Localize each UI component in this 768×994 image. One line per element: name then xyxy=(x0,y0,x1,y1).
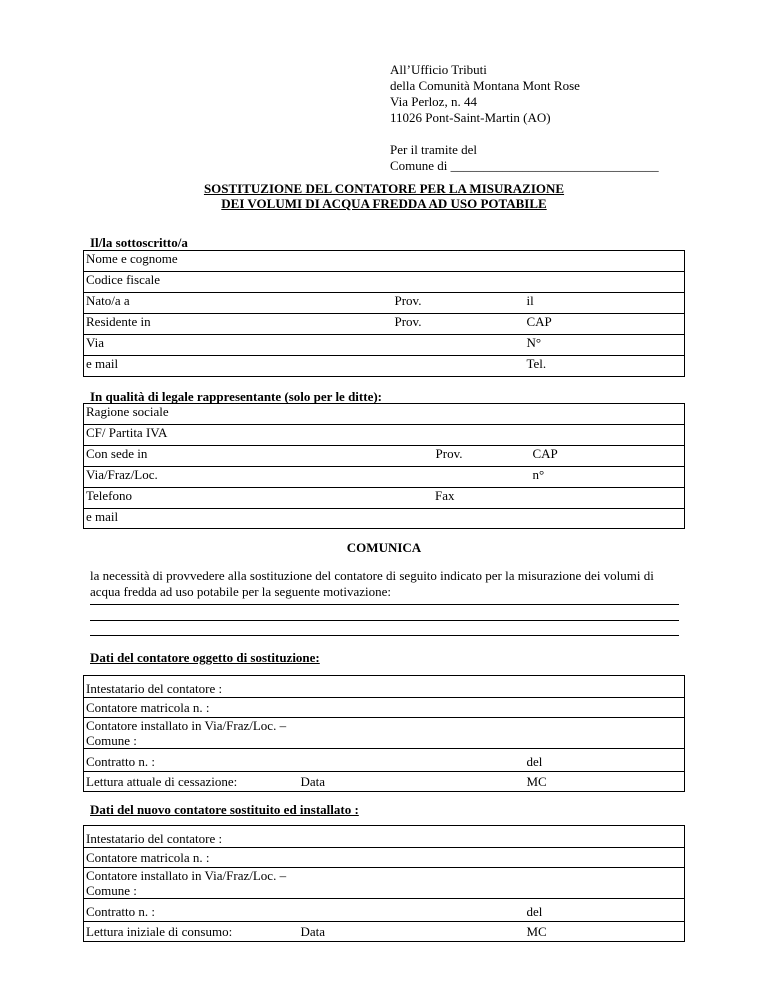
vecchio-contatore-table xyxy=(83,675,685,792)
telefono-field[interactable]: Tel. xyxy=(525,356,685,377)
recipient-line: All’Ufficio Tributi xyxy=(390,62,487,77)
mc-field[interactable]: MC xyxy=(525,922,685,942)
nome-field[interactable]: Nome e cognome xyxy=(86,251,178,266)
numero-civico-field[interactable]: N° xyxy=(525,335,685,356)
via-field[interactable]: Via xyxy=(84,335,525,356)
recipient-line: della Comunità Montana Mont Rose xyxy=(390,78,580,93)
legale-heading: In qualità di legale rappresentante (solo per le ditte): xyxy=(90,389,383,404)
motivazione-line[interactable] xyxy=(90,620,679,621)
spacer-cell xyxy=(467,488,525,509)
installazione-line-2: Comune : xyxy=(86,883,137,898)
sede-field[interactable]: Con sede in xyxy=(84,446,211,467)
vecchio-contatore-heading: Dati del contatore oggetto di sostituzione: xyxy=(90,650,320,665)
sottoscritto-heading: Il/la sottoscritto/a xyxy=(90,235,188,250)
spacer-cell xyxy=(467,446,525,467)
contratto-field[interactable]: Contratto n. : xyxy=(84,899,525,922)
codice-fiscale-field[interactable]: Codice fiscale xyxy=(84,272,685,293)
matricola-field[interactable]: Contatore matricola n. : xyxy=(84,848,685,868)
telefono-ditta-field[interactable]: Telefono xyxy=(84,488,211,509)
cf-piva-field[interactable]: CF/ Partita IVA xyxy=(84,425,685,446)
sottoscritto-table xyxy=(83,250,685,377)
motivazione-line[interactable] xyxy=(90,635,679,636)
email-field[interactable]: e mail xyxy=(84,356,525,377)
nato-field[interactable]: Nato/a a xyxy=(84,293,393,314)
spacer-cell xyxy=(525,488,685,509)
fax-field[interactable]: Fax xyxy=(211,488,467,509)
cap-field[interactable]: CAP xyxy=(525,314,685,335)
ragione-sociale-field[interactable]: Ragione sociale xyxy=(86,404,169,419)
intestatario-field[interactable]: Intestatario del contatore : xyxy=(86,681,223,696)
data-contratto-field[interactable]: del xyxy=(525,749,685,772)
data-lettura-field[interactable]: Data xyxy=(299,772,525,792)
data-nascita-field[interactable]: il xyxy=(525,293,685,314)
comunica-heading: COMUNICA xyxy=(346,540,422,555)
title-line-1: SOSTITUZIONE DEL CONTATORE PER LA MISURAZIONE xyxy=(203,181,565,196)
installazione-field[interactable] xyxy=(84,868,685,899)
intestatario-field[interactable]: Intestatario del contatore : xyxy=(86,831,223,846)
lettura-field[interactable]: Lettura attuale di cessazione: xyxy=(84,772,299,792)
via-sede-field[interactable]: Via/Fraz/Loc. xyxy=(84,467,525,488)
prov-nascita-field[interactable]: Prov. xyxy=(393,293,525,314)
email-ditta-field[interactable]: e mail xyxy=(84,509,685,529)
recipient-address xyxy=(390,62,659,174)
document-title xyxy=(0,181,768,211)
installazione-line-1: Contatore installato in Via/Fraz/Loc. – xyxy=(86,868,287,883)
numero-sede-field[interactable]: n° xyxy=(525,467,685,488)
installazione-line-1: Contatore installato in Via/Fraz/Loc. – xyxy=(86,718,287,733)
cap-sede-field[interactable]: CAP xyxy=(525,446,685,467)
nuovo-contatore-table xyxy=(83,825,685,942)
mc-field[interactable]: MC xyxy=(525,772,685,792)
recipient-line: Via Perloz, n. 44 xyxy=(390,94,477,109)
nuovo-contatore-heading: Dati del nuovo contatore sostituito ed installato : xyxy=(90,802,359,817)
lettura-field[interactable]: Lettura iniziale di consumo: xyxy=(84,922,299,942)
contratto-field[interactable]: Contratto n. : xyxy=(84,749,525,772)
tramite-line: Per il tramite del xyxy=(390,142,478,157)
prov-residenza-field[interactable]: Prov. xyxy=(393,314,525,335)
recipient-line: 11026 Pont-Saint-Martin (AO) xyxy=(390,110,551,125)
prov-sede-field[interactable]: Prov. xyxy=(211,446,467,467)
data-contratto-field[interactable]: del xyxy=(525,899,685,922)
comunica-text: la necessità di provvedere alla sostituzione del contatore di seguito indicato per la misurazione dei volumi di acqua fredda ad uso potabile per la seguente motivazione: xyxy=(90,568,654,599)
legale-table xyxy=(83,403,685,529)
title-line-2: DEI VOLUMI DI ACQUA FREDDA AD USO POTABILE xyxy=(221,196,547,211)
installazione-field[interactable] xyxy=(84,718,685,749)
installazione-line-2: Comune : xyxy=(86,733,137,748)
comune-line: Comune di ________________________________ xyxy=(390,158,659,173)
motivazione-line[interactable] xyxy=(90,604,679,605)
residenza-field[interactable]: Residente in xyxy=(84,314,393,335)
matricola-field[interactable]: Contatore matricola n. : xyxy=(84,698,685,718)
data-lettura-field[interactable]: Data xyxy=(299,922,525,942)
